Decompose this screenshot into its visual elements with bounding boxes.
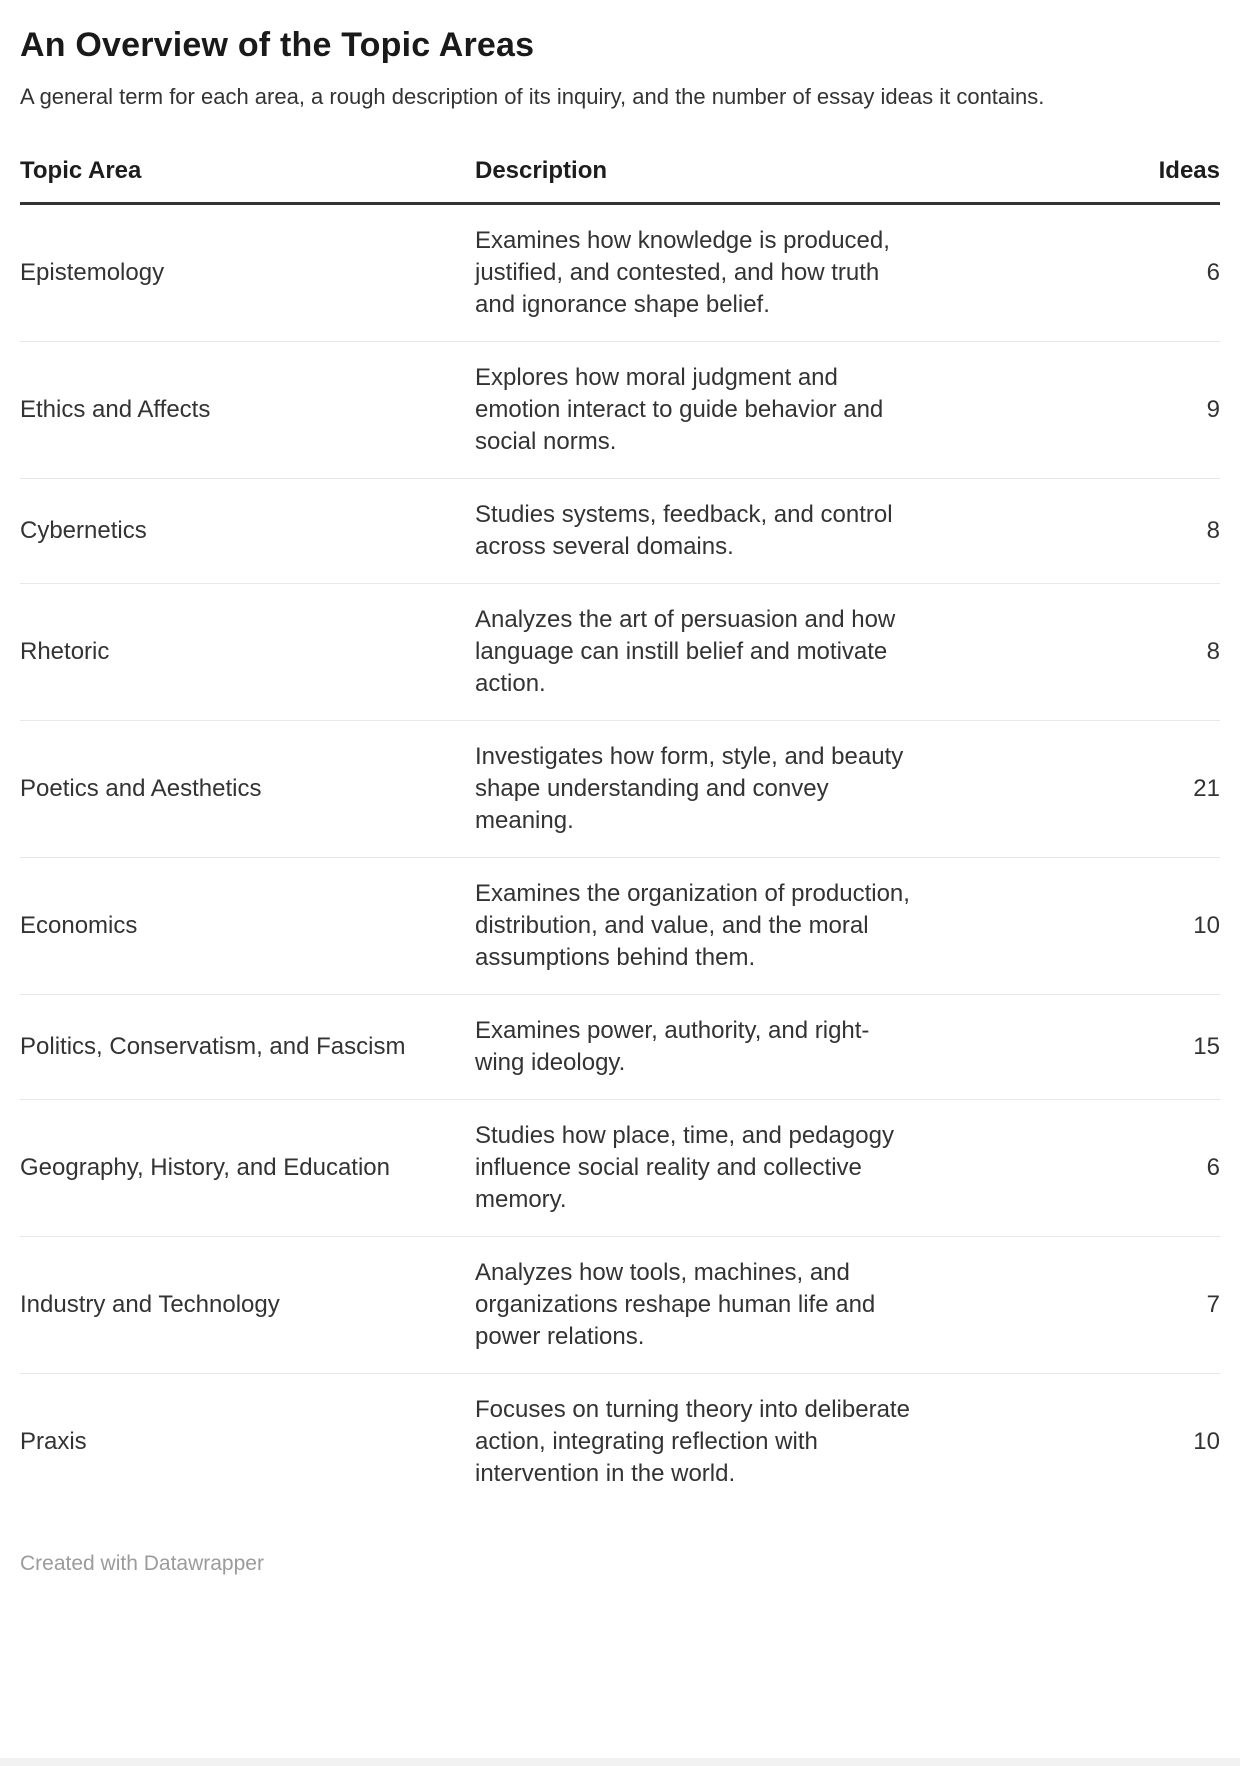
ideas-count-cell: 8 — [980, 479, 1220, 584]
topic-area-cell: Rhetoric — [20, 584, 475, 721]
page-subtitle: A general term for each area, a rough description of its inquiry, and the number of essay ideas it contains. — [20, 84, 1045, 109]
table-row — [20, 995, 1220, 1100]
column-header-ideas: Ideas — [980, 156, 1220, 204]
ideas-count-cell: 9 — [980, 342, 1220, 479]
column-header-topic-area: Topic Area — [20, 156, 475, 204]
description-cell: Explores how moral judgment and emotion interact to guide behavior and social norms. — [475, 342, 980, 479]
description-cell: Investigates how form, style, and beauty shape understanding and convey meaning. — [475, 721, 980, 858]
topic-area-cell: Epistemology — [20, 204, 475, 342]
table-row — [20, 584, 1220, 721]
table-row — [20, 479, 1220, 584]
description-cell: Examines how knowledge is produced, justified, and contested, and how truth and ignorance shape belief. — [475, 204, 980, 342]
ideas-count-cell: 7 — [980, 1237, 1220, 1374]
topic-area-cell: Ethics and Affects — [20, 342, 475, 479]
page-title: An Overview of the Topic Areas — [20, 26, 535, 64]
ideas-count-cell: 6 — [980, 204, 1220, 342]
description-cell: Studies how place, time, and pedagogy influence social reality and collective memory. — [475, 1100, 980, 1237]
description-cell: Studies systems, feedback, and control across several domains. — [475, 479, 980, 584]
table-row — [20, 1237, 1220, 1374]
description-cell: Analyzes how tools, machines, and organizations reshape human life and power relations. — [475, 1237, 980, 1374]
table-row — [20, 1374, 1220, 1511]
table-row — [20, 1100, 1220, 1237]
description-cell: Examines power, authority, and right-wing ideology. — [475, 995, 980, 1100]
description-cell: Focuses on turning theory into deliberate action, integrating reflection with intervention in the world. — [475, 1396, 910, 1487]
topic-area-cell: Industry and Technology — [20, 1237, 475, 1374]
bottom-edge-strip — [0, 1758, 1240, 1766]
ideas-count-cell: 10 — [980, 858, 1220, 995]
table-header-row — [20, 156, 1220, 204]
ideas-count-cell: 8 — [980, 584, 1220, 721]
topic-area-cell: Praxis — [20, 1428, 87, 1455]
description-cell: Analyzes the art of persuasion and how language can instill belief and motivate action. — [475, 584, 980, 721]
description-cell: Examines the organization of production, distribution, and value, and the moral assumptions behind them. — [475, 858, 980, 995]
ideas-count-cell: 15 — [980, 995, 1220, 1100]
ideas-count-cell: 10 — [1193, 1428, 1220, 1455]
ideas-count-cell: 21 — [980, 721, 1220, 858]
table-row — [20, 342, 1220, 479]
table-row — [20, 858, 1220, 995]
datawrapper-credit-link[interactable]: Created with Datawrapper — [20, 1552, 264, 1575]
column-header-description: Description — [475, 156, 980, 204]
ideas-count-cell: 6 — [980, 1100, 1220, 1237]
table-row — [20, 204, 1220, 342]
topic-areas-table — [20, 156, 1220, 1510]
table-body — [20, 204, 1220, 1511]
topic-area-cell: Economics — [20, 858, 475, 995]
topic-area-cell: Poetics and Aesthetics — [20, 721, 475, 858]
topic-area-cell: Geography, History, and Education — [20, 1100, 475, 1237]
table-row — [20, 721, 1220, 858]
topic-area-cell: Politics, Conservatism, and Fascism — [20, 995, 475, 1100]
topic-area-cell: Cybernetics — [20, 479, 475, 584]
